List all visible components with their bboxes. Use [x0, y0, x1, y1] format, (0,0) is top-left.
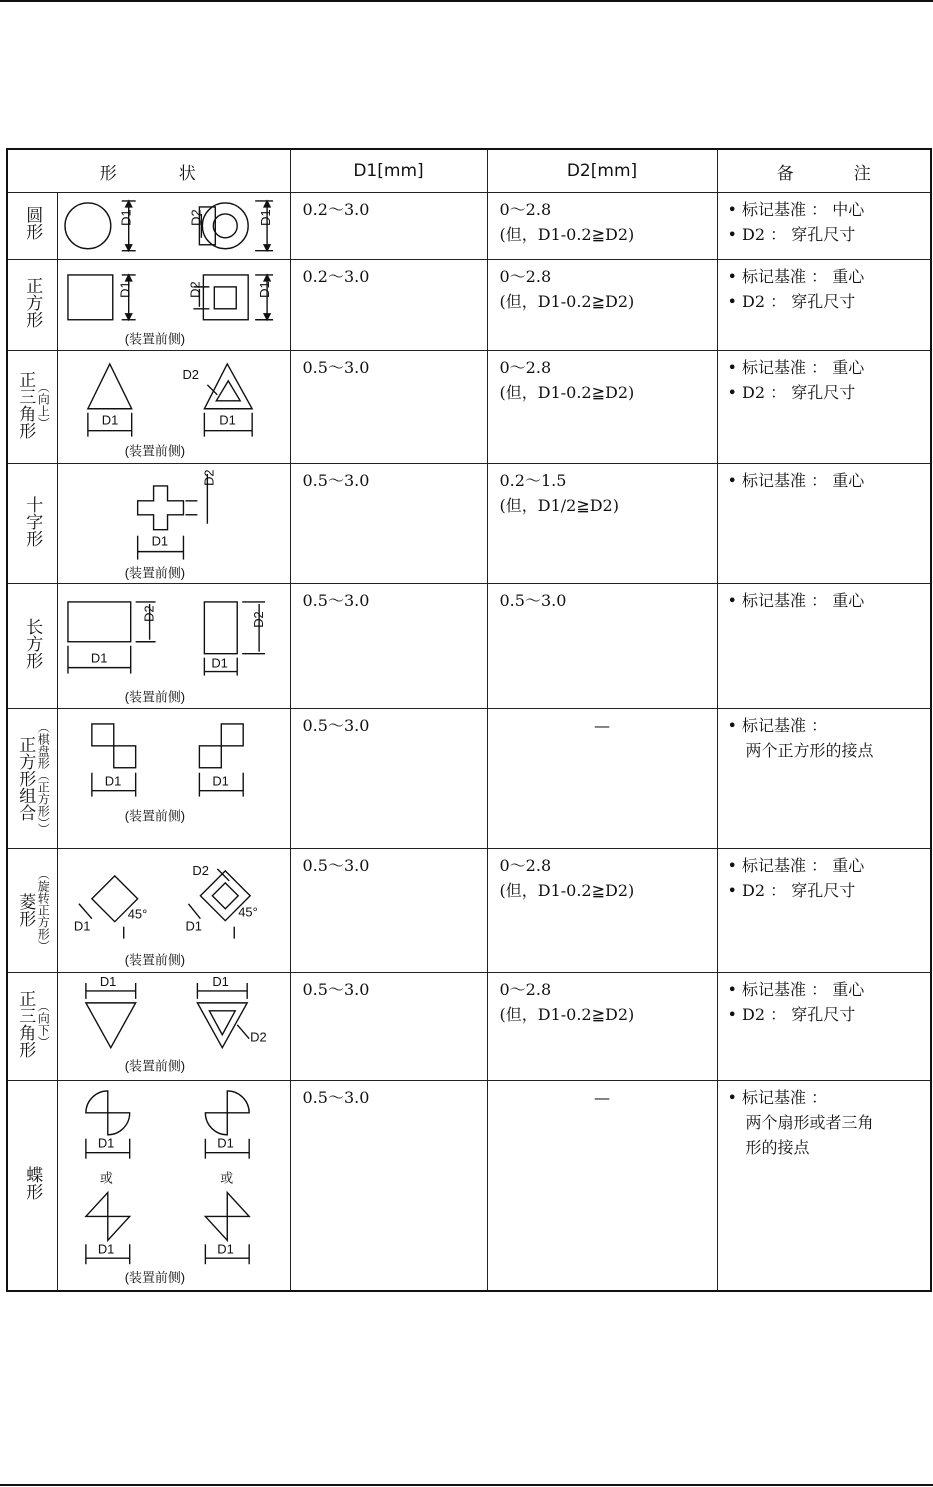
svg-text:(装置前侧): (装置前侧)	[124, 565, 185, 581]
table-header-row	[7, 149, 931, 193]
note: • 标记基准 ： 重心 • D2 ： 穿孔尺寸	[717, 351, 931, 464]
shape-name: 圆形	[7, 193, 57, 260]
svg-text:(装置前侧): (装置前侧)	[124, 1270, 185, 1286]
svg-text:D1: D1	[211, 773, 229, 789]
checkerboard-figure	[58, 709, 290, 848]
d2-value: —	[487, 1081, 717, 1292]
svg-text:D1: D1	[99, 973, 116, 989]
note: • 标记基准 ： 两个扇形或者三角 形的接点	[717, 1081, 931, 1292]
shape-name: 正方形组合 （棋盘形（正方形））	[7, 708, 57, 848]
svg-text:D1: D1	[117, 280, 133, 298]
d1-value: 0.2～3.0	[290, 259, 487, 351]
svg-text:或: 或	[99, 1170, 113, 1186]
d2-value: 0.5～3.0	[487, 584, 717, 708]
svg-text:D1: D1	[216, 1135, 234, 1151]
svg-text:D2: D2	[249, 1029, 267, 1045]
header-note: 备 注	[717, 149, 931, 193]
d1-value: 0.5～3.0	[290, 972, 487, 1081]
note: • 标记基准 ： 重心 • D2 ： 穿孔尺寸	[717, 972, 931, 1081]
svg-text:D1: D1	[218, 412, 236, 428]
svg-text:D1: D1	[211, 973, 229, 989]
svg-text:D1: D1	[151, 533, 168, 549]
svg-text:(装置前侧): (装置前侧)	[124, 808, 185, 824]
d1-value: 0.5～3.0	[290, 708, 487, 848]
header-shape: 形 状	[7, 149, 290, 193]
svg-text:(装置前侧): (装置前侧)	[124, 331, 185, 347]
d1-value: 0.5～3.0	[290, 1081, 487, 1292]
d1-value: 0.5～3.0	[290, 584, 487, 708]
svg-text:或: 或	[219, 1170, 233, 1186]
d1-value: 0.5～3.0	[290, 849, 487, 972]
d2-value: 0～2.8 (但，D1-0.2≧D2)	[487, 193, 717, 260]
note: • 标记基准 ： 重心	[717, 463, 931, 583]
shape-name: 正三角形 （向下）	[7, 972, 57, 1081]
svg-text:D1: D1	[97, 1241, 114, 1257]
circle-figure	[58, 193, 290, 259]
table-row	[7, 708, 931, 848]
svg-text:(装置前侧): (装置前侧)	[124, 1058, 185, 1074]
top-rule	[0, 0, 933, 2]
svg-text:D1: D1	[101, 412, 118, 428]
shape-figure-triangle-up	[57, 351, 290, 464]
svg-text:D1: D1	[257, 209, 273, 226]
shape-figure-butterfly	[57, 1081, 290, 1292]
svg-text:D1: D1	[118, 209, 134, 226]
svg-text:(装置前侧): (装置前侧)	[124, 689, 185, 705]
svg-text:45°: 45°	[127, 906, 147, 922]
shape-name: 十字形	[7, 463, 57, 583]
bottom-rule	[0, 1484, 933, 1486]
table-row	[7, 193, 931, 260]
shape-figure-triangle-down	[57, 972, 290, 1081]
d1-value: 0.2～3.0	[290, 193, 487, 260]
rectangle-figure	[58, 584, 290, 707]
table-row	[7, 351, 931, 464]
shape-name: 正三角形 （向上）	[7, 351, 57, 464]
shape-figure-diamond	[57, 849, 290, 972]
svg-text:D2: D2	[191, 863, 209, 879]
svg-text:D1: D1	[210, 655, 228, 671]
d2-value: 0.2～1.5 (但，D1/2≧D2)	[487, 463, 717, 583]
header-d2: D2[mm]	[487, 149, 717, 193]
svg-text:D2: D2	[181, 367, 199, 383]
svg-text:D1: D1	[104, 773, 121, 789]
shape-name: 长方形	[7, 584, 57, 708]
cross-figure	[58, 464, 290, 583]
d2-value: 0～2.8 (但，D1-0.2≧D2)	[487, 259, 717, 351]
shape-name: 菱形 （旋转正方形）	[7, 849, 57, 972]
shape-name: 正方形	[7, 259, 57, 351]
table-row	[7, 259, 931, 351]
svg-text:D1: D1	[256, 280, 272, 298]
svg-text:45°: 45°	[237, 904, 258, 920]
shape-figure-rectangle	[57, 584, 290, 708]
svg-text:D2: D2	[186, 280, 202, 298]
svg-text:D2: D2	[250, 611, 266, 629]
svg-text:D2: D2	[141, 605, 157, 623]
table-row	[7, 463, 931, 583]
note: • 标记基准 ： 重心	[717, 584, 931, 708]
triangle-down-figure	[58, 973, 290, 1081]
table-row	[7, 849, 931, 972]
svg-text:D1: D1	[90, 650, 107, 666]
svg-text:D2: D2	[200, 469, 216, 486]
shape-figure-circle	[57, 193, 290, 260]
svg-text:D1: D1	[184, 918, 202, 934]
diamond-figure	[58, 849, 290, 971]
note: • 标记基准 ： 重心 • D2 ： 穿孔尺寸	[717, 259, 931, 351]
note: • 标记基准 ： 重心 • D2 ： 穿孔尺寸	[717, 849, 931, 972]
svg-text:(装置前侧): (装置前侧)	[124, 443, 185, 459]
d2-value: 0～2.8 (但，D1-0.2≧D2)	[487, 351, 717, 464]
svg-text:(装置前侧): (装置前侧)	[124, 952, 185, 968]
marking-shape-table	[6, 148, 932, 1292]
d2-value: 0～2.8 (但，D1-0.2≧D2)	[487, 849, 717, 972]
shape-figure-cross	[57, 463, 290, 583]
table-row	[7, 584, 931, 708]
square-figure	[58, 260, 290, 351]
d1-value: 0.5～3.0	[290, 463, 487, 583]
table-row	[7, 1081, 931, 1292]
note: • 标记基准 ： 两个正方形的接点	[717, 708, 931, 848]
shape-name: 蝶形	[7, 1081, 57, 1292]
svg-text:D1: D1	[97, 1135, 114, 1151]
note: • 标记基准 ： 中心 • D2 ： 穿孔尺寸	[717, 193, 931, 260]
d2-value: —	[487, 708, 717, 848]
d1-value: 0.5～3.0	[290, 351, 487, 464]
svg-text:D1: D1	[73, 918, 90, 934]
header-d1: D1[mm]	[290, 149, 487, 193]
butterfly-figure	[58, 1081, 290, 1290]
shape-figure-square	[57, 259, 290, 351]
shape-figure-checkerboard	[57, 708, 290, 848]
triangle-up-figure	[58, 351, 290, 463]
d2-value: 0～2.8 (但，D1-0.2≧D2)	[487, 972, 717, 1081]
svg-text:D2: D2	[187, 209, 203, 226]
svg-text:D1: D1	[216, 1241, 234, 1257]
table-row	[7, 972, 931, 1081]
